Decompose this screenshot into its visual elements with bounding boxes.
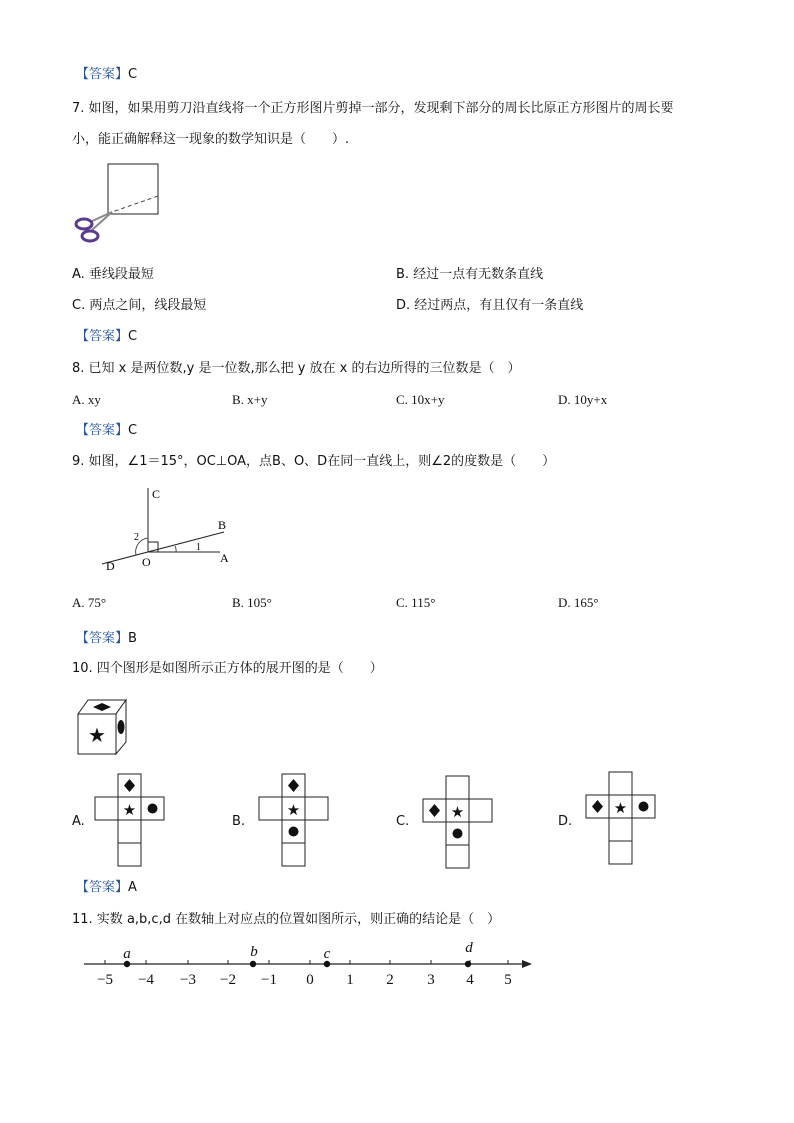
q7-option-c: C. 两点之间，线段最短 bbox=[72, 298, 207, 313]
circle-icon bbox=[289, 827, 299, 837]
cube-figure bbox=[74, 696, 136, 758]
scissors-square-figure bbox=[72, 160, 172, 250]
point-label-d: d bbox=[465, 940, 473, 956]
star-icon: ★ bbox=[613, 801, 628, 817]
tick-label: −3 bbox=[180, 972, 196, 988]
answer-line-q8 bbox=[76, 422, 137, 440]
answer-line-q7 bbox=[76, 328, 137, 346]
star-icon: ★ bbox=[122, 803, 137, 819]
question-7-line-1: 7. 如图，如果用剪刀沿直线将一个正方形图片剪掉一部分，发现剩下部分的周长比原正方形图片的周长要 bbox=[72, 101, 674, 116]
cut-dashed-line bbox=[112, 196, 158, 212]
angle-figure bbox=[96, 484, 246, 574]
question-10-stem: 10. 四个图形是如图所示正方体的展开图的是（ ） bbox=[72, 661, 383, 676]
tick-label: −5 bbox=[97, 972, 113, 988]
label-b: B bbox=[218, 518, 227, 532]
answer-value: C bbox=[128, 329, 138, 344]
net-option-c bbox=[422, 775, 494, 869]
q10-option-d-letter: D. bbox=[558, 814, 573, 829]
net-option-a bbox=[94, 773, 166, 867]
q8-option-b: B. x+y bbox=[232, 392, 268, 407]
q7-option-a: A. 垂线段最短 bbox=[72, 267, 154, 282]
net-option-b bbox=[258, 773, 330, 867]
answer-value: C bbox=[128, 67, 138, 82]
answer-value: C bbox=[128, 423, 138, 438]
answer-label: 【答案】 bbox=[76, 329, 129, 344]
question-7-line-2: 小，能正确解释这一现象的数学知识是（ ）. bbox=[72, 132, 350, 147]
q7-option-d: D. 经过两点，有且仅有一条直线 bbox=[396, 298, 584, 313]
star-icon: ★ bbox=[88, 725, 106, 747]
tick-label: 1 bbox=[346, 972, 354, 988]
angle-1-arc bbox=[175, 546, 176, 552]
q9-option-c: C. 115° bbox=[396, 595, 436, 610]
answer-label: 【答案】 bbox=[76, 880, 129, 895]
tick-label: 2 bbox=[386, 972, 394, 988]
answer-line-q9 bbox=[76, 630, 137, 648]
q10-option-b-letter: B. bbox=[232, 814, 246, 829]
circle-icon bbox=[118, 720, 125, 734]
answer-label: 【答案】 bbox=[76, 631, 129, 646]
label-angle-1: 1 bbox=[196, 542, 201, 553]
answer-value: A bbox=[128, 880, 137, 895]
question-11-stem: 11. 实数 a,b,c,d 在数轴上对应点的位置如图所示，则正确的结论是（ ） bbox=[72, 912, 501, 927]
answer-label: 【答案】 bbox=[76, 423, 129, 438]
scissors-icon bbox=[76, 212, 112, 241]
point-label-c: c bbox=[323, 946, 331, 962]
number-line-figure bbox=[80, 938, 540, 992]
star-icon: ★ bbox=[286, 803, 301, 819]
axis-arrow-icon bbox=[522, 960, 532, 968]
q10-option-c-letter: C. bbox=[396, 814, 410, 829]
label-o: O bbox=[142, 555, 151, 569]
tick-label: 3 bbox=[427, 972, 435, 988]
label-a: A bbox=[220, 551, 229, 565]
label-angle-2: 2 bbox=[134, 532, 139, 543]
answer-line-q6 bbox=[76, 66, 137, 84]
tick-label: 4 bbox=[466, 972, 474, 988]
tick-label: 5 bbox=[504, 972, 512, 988]
q8-option-d: D. 10y+x bbox=[558, 392, 608, 407]
point-label-a: a bbox=[123, 946, 131, 962]
line-bd bbox=[102, 532, 224, 564]
question-8-stem: 8. 已知 x 是两位数,y 是一位数,那么把 y 放在 x 的右边所得的三位数是（ ） bbox=[72, 361, 521, 376]
tick-label: −4 bbox=[138, 972, 154, 988]
question-9-stem: 9. 如图，∠1＝15°，OC⊥OA，点B、O、D在同一直线上，则∠2的度数是（ ） bbox=[72, 454, 556, 469]
square-shape bbox=[108, 164, 158, 214]
circle-icon bbox=[639, 802, 649, 812]
point-label-b: b bbox=[250, 944, 258, 960]
circle-icon bbox=[148, 804, 158, 814]
q8-option-a: A. xy bbox=[72, 392, 101, 407]
answer-label: 【答案】 bbox=[76, 67, 129, 82]
q9-option-a: A. 75° bbox=[72, 595, 107, 610]
answer-line-q10 bbox=[76, 879, 137, 897]
circle-icon bbox=[453, 829, 463, 839]
q9-option-d: D. 165° bbox=[558, 595, 599, 610]
star-icon: ★ bbox=[450, 805, 465, 821]
tick-label: −2 bbox=[220, 972, 236, 988]
tick-label: −1 bbox=[261, 972, 277, 988]
answer-value: B bbox=[128, 631, 137, 646]
q10-option-a-letter: A. bbox=[72, 814, 85, 829]
label-c: C bbox=[152, 487, 161, 501]
q8-option-c: C. 10x+y bbox=[396, 392, 445, 407]
q7-option-b: B. 经过一点有无数条直线 bbox=[396, 267, 544, 282]
label-d: D bbox=[106, 559, 115, 573]
net-option-d bbox=[585, 771, 657, 865]
tick-label: 0 bbox=[306, 972, 314, 988]
q9-option-b: B. 105° bbox=[232, 595, 272, 610]
point-d bbox=[465, 961, 471, 967]
point-b bbox=[250, 961, 256, 967]
